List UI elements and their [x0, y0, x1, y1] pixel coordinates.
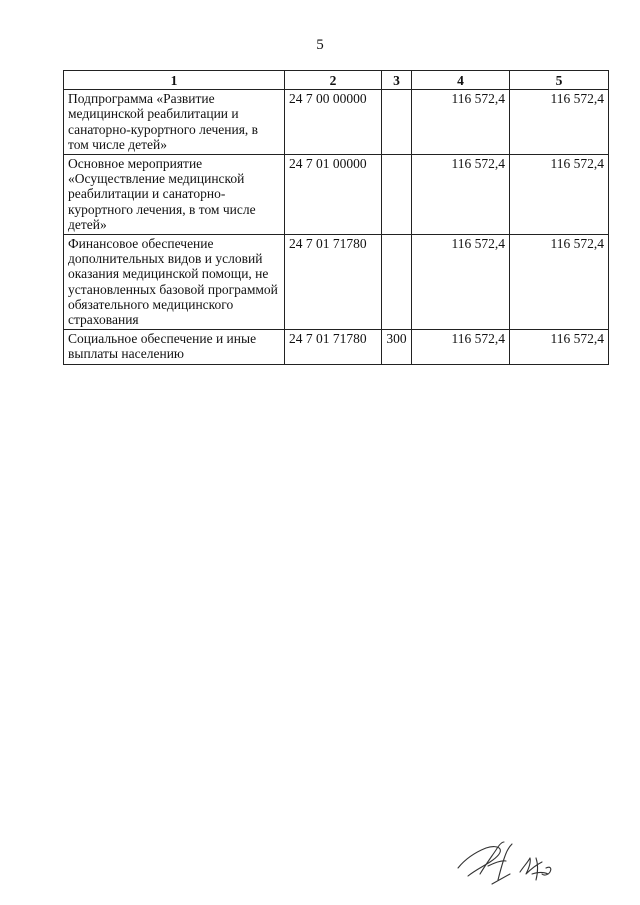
column-header-5: 5: [510, 71, 609, 90]
row-amount-4: 116 572,4: [412, 90, 510, 155]
row-code: 24 7 01 71780: [285, 235, 382, 330]
row-amount-5: 116 572,4: [510, 330, 609, 364]
row-amount-4: 116 572,4: [412, 155, 510, 235]
row-type: [382, 155, 412, 235]
column-header-4: 4: [412, 71, 510, 90]
row-type: [382, 235, 412, 330]
table-row: [64, 235, 609, 330]
row-type: [382, 90, 412, 155]
row-code: 24 7 00 00000: [285, 90, 382, 155]
row-amount-5: 116 572,4: [510, 155, 609, 235]
row-type: 300: [382, 330, 412, 364]
table-row: [64, 330, 609, 364]
table-header-row: [64, 71, 609, 90]
column-header-3: 3: [382, 71, 412, 90]
row-code: 24 7 01 00000: [285, 155, 382, 235]
page-number: 5: [316, 37, 324, 53]
row-name: Основное мероприятие «Осуществление медицинской реабилитации и санаторно-курортного лечения, в том числе детей»: [64, 155, 285, 235]
row-amount-5: 116 572,4: [510, 90, 609, 155]
row-amount-5: 116 572,4: [510, 235, 609, 330]
table-row: [64, 90, 609, 155]
handwritten-signature-icon: [452, 828, 580, 888]
row-name: Социальное обеспечение и иные выплаты населению: [64, 330, 285, 364]
row-code: 24 7 01 71780: [285, 330, 382, 364]
table-row: [64, 155, 609, 235]
row-name: Подпрограмма «Развитие медицинской реабилитации и санаторно-курортного лечения, в том числе детей»: [64, 90, 285, 155]
budget-table: [63, 70, 609, 365]
row-name: Финансовое обеспечение дополнительных видов и условий оказания медицинской помощи, не установленных базовой программой обязательного медицинского страхования: [64, 235, 285, 330]
column-header-1: 1: [64, 71, 285, 90]
row-amount-4: 116 572,4: [412, 235, 510, 330]
row-amount-4: 116 572,4: [412, 330, 510, 364]
column-header-2: 2: [285, 71, 382, 90]
